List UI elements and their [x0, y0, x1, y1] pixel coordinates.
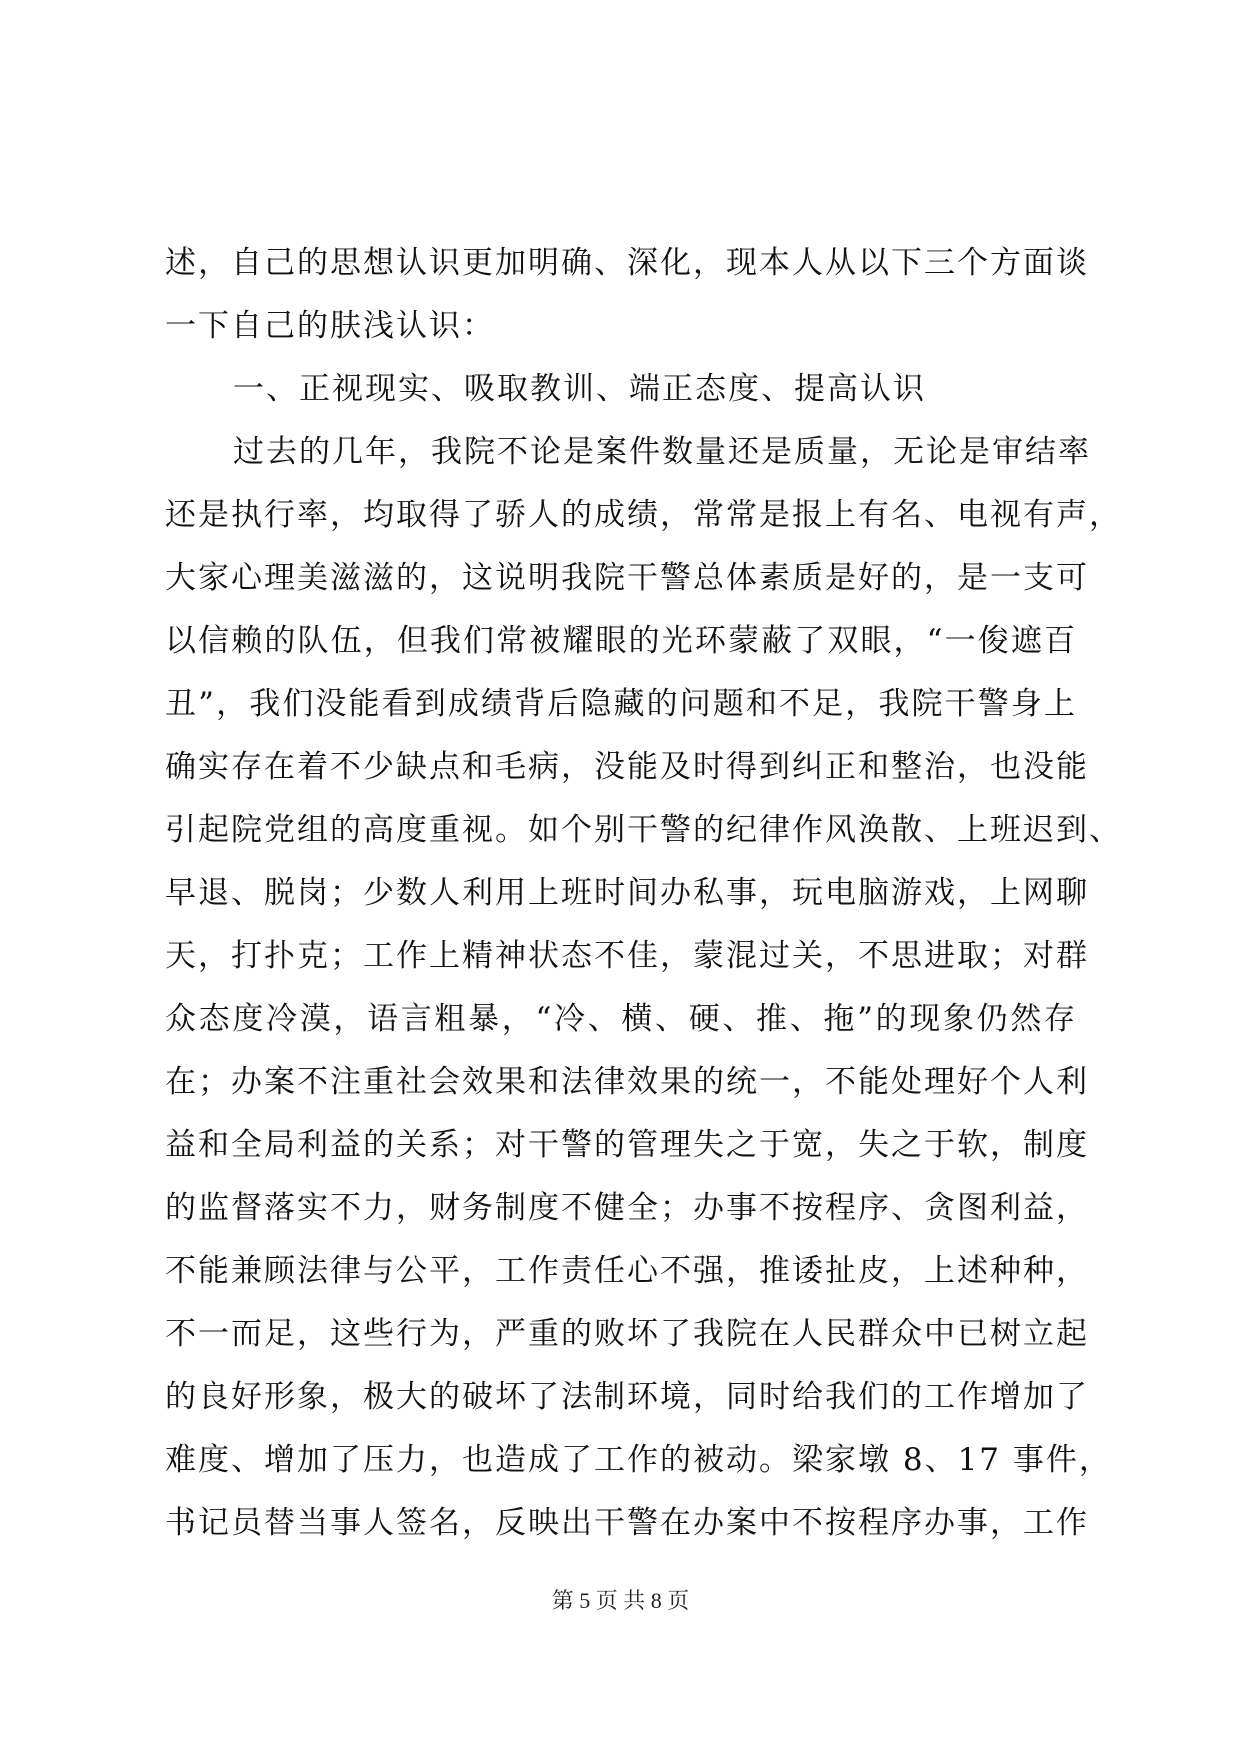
text-line: 丑”，我们没能看到成绩背后隐藏的问题和不足，我院干警身上: [165, 686, 1077, 722]
text-line: 书记员替当事人签名，反映出干警在办案中不按程序办事，工作: [165, 1505, 1089, 1541]
text-line: 众态度冷漠，语言粗暴，“冷、横、硬、推、拖”的现象仍然存: [165, 1001, 1077, 1037]
text-line: 以信赖的队伍，但我们常被耀眼的光环蒙蔽了双眼，“一俊遮百: [165, 623, 1077, 659]
text-line: 天，打扑克；工作上精神状态不佳，蒙混过关，不思进取；对群: [165, 938, 1089, 974]
text-line: 难度、增加了压力，也造成了工作的被动。梁家墩 8、17 事件，: [165, 1442, 1112, 1478]
text-line: 引起院党组的高度重视。如个别干警的纪律作风涣散、上班迟到、: [165, 812, 1122, 848]
text-line: 述，自己的思想认识更加明确、深化，现本人从以下三个方面谈: [165, 245, 1089, 281]
text-line: 大家心理美滋滋的，这说明我院干警总体素质是好的，是一支可: [165, 560, 1089, 596]
text-line: 确实存在着不少缺点和毛病，没能及时得到纠正和整治，也没能: [165, 749, 1089, 785]
section-heading: 一、正视现实、吸取教训、端正态度、提高认识: [233, 371, 926, 407]
text-line: 益和全局利益的关系；对干警的管理失之于宽，失之于软，制度: [165, 1127, 1089, 1163]
text-line: 早退、脱岗；少数人利用上班时间办私事，玩电脑游戏，上网聊: [165, 875, 1089, 911]
text-line: 不一而足，这些行为，严重的败坏了我院在人民群众中已树立起: [165, 1316, 1089, 1352]
text-line: 在；办案不注重社会效果和法律效果的统一，不能处理好个人利: [165, 1064, 1089, 1100]
page-footer: 第 5 页 共 8 页: [551, 1588, 690, 1613]
text-line: 过去的几年，我院不论是案件数量还是质量，无论是审结率: [233, 434, 1091, 470]
text-line: 还是执行率，均取得了骄人的成绩，常常是报上有名、电视有声，: [165, 497, 1122, 533]
text-line: 不能兼顾法律与公平，工作责任心不强，推诿扯皮，上述种种，: [165, 1253, 1089, 1289]
text-line: 的良好形象，极大的破坏了法制环境，同时给我们的工作增加了: [165, 1379, 1089, 1415]
text-line: 的监督落实不力，财务制度不健全；办事不按程序、贪图利益，: [165, 1190, 1089, 1226]
document-body: [165, 232, 1122, 1555]
text-line: 一下自己的肤浅认识：: [165, 308, 495, 344]
